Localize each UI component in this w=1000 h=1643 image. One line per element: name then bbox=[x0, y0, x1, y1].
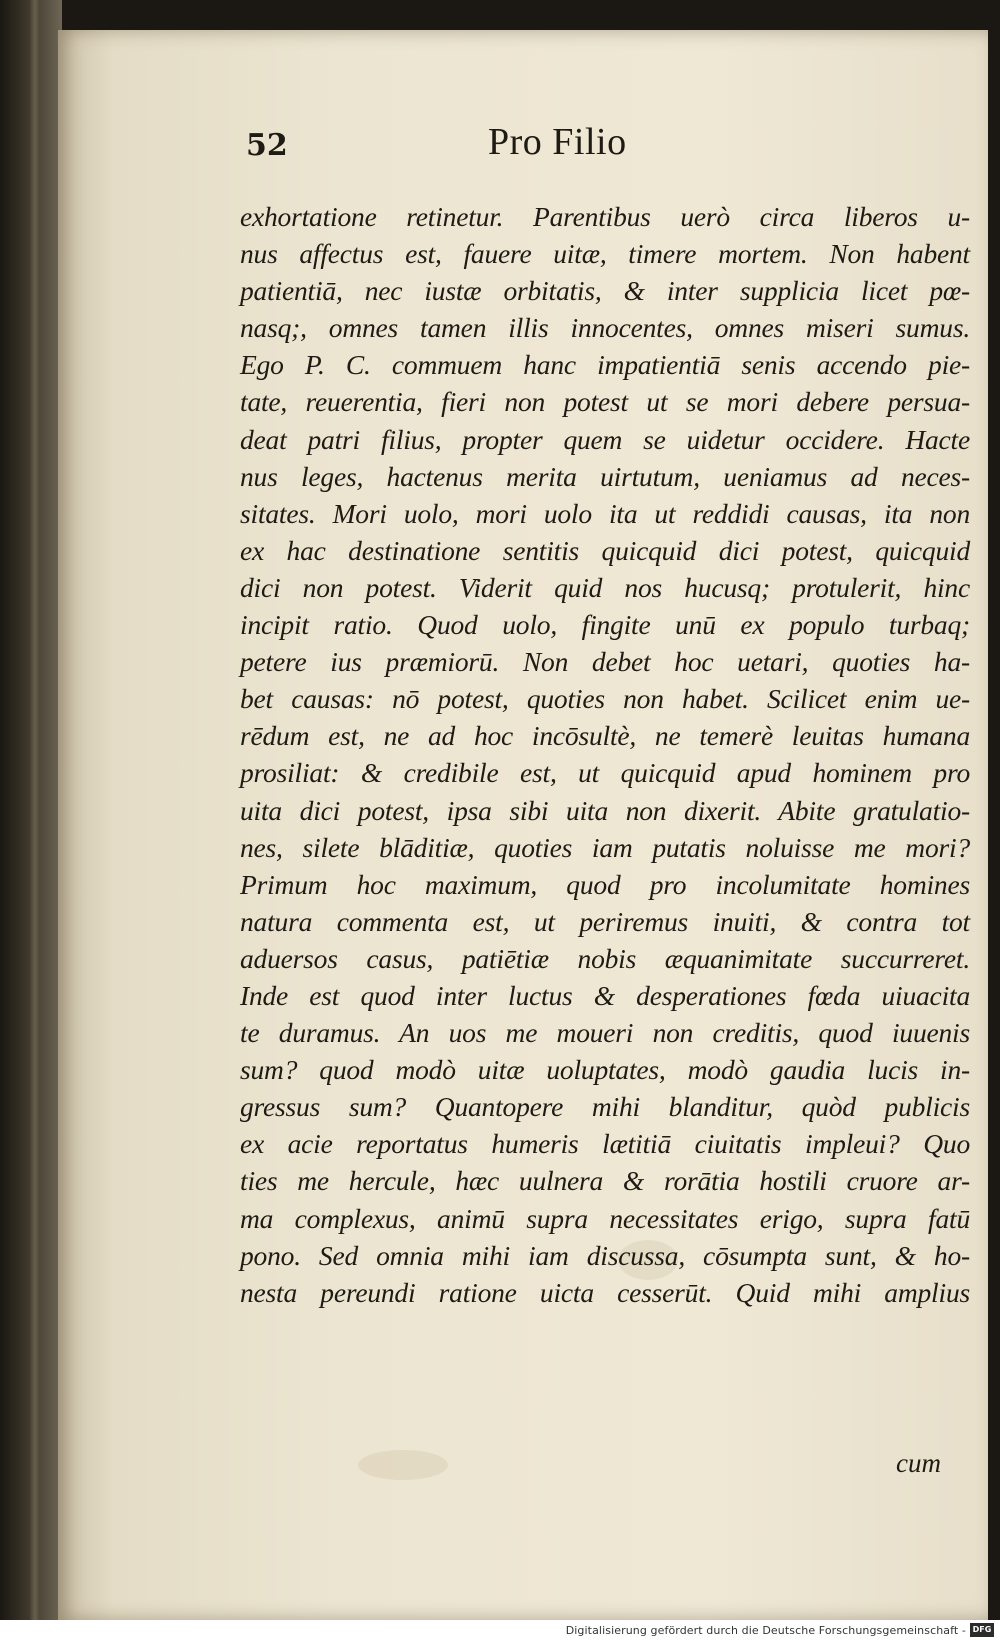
text-line: ex hac destinatione sentitis quicquid dici potest, quicquid bbox=[240, 534, 970, 566]
text-line: Ego P. C. commuem hanc impatientiā senis accendo pie- bbox=[240, 349, 970, 381]
text-line: nes, silete blāditiæ, quoties iam putatis noluisse me mori? bbox=[240, 831, 970, 863]
text-line: petere ius præmiorū. Non debet hoc uetari, quoties ha- bbox=[240, 646, 970, 678]
funding-credit: Digitalisierung gefördert durch die Deutsche Forschungsgemeinschaft - bbox=[565, 1624, 966, 1637]
text-line: incipit ratio. Quod uolo, fingite unū ex populo turbaq; bbox=[240, 609, 970, 641]
text-line: natura commenta est, ut periremus inuiti, & contra tot bbox=[240, 905, 970, 937]
text-line: aduersos casus, patiētiæ nobis æquanimitate succurreret. bbox=[240, 942, 970, 974]
running-title: Pro Filio bbox=[488, 121, 627, 163]
text-line: dici non potest. Viderit quid nos hucusq; protulerit, hinc bbox=[240, 571, 970, 603]
binding-edge bbox=[30, 0, 40, 1620]
text-line: ma complexus, animū supra necessitates erigo, supra fatū bbox=[240, 1202, 970, 1234]
page-header bbox=[58, 116, 988, 176]
text-line: bet causas: nō potest, quoties non habet. Scilicet enim ue- bbox=[240, 683, 970, 715]
text-line: rēdum est, ne ad hoc incōsultè, ne temerè leuitas humana bbox=[240, 720, 970, 752]
text-line: nasq;, omnes tamen illis innocentes, omnes miseri sumus. bbox=[240, 312, 970, 344]
text-line: deat patri filius, propter quem se uidetur occidere. Hacte bbox=[240, 423, 970, 455]
text-line: sum? quod modò uitæ uoluptates, modò gaudia lucis in- bbox=[240, 1054, 970, 1086]
body-text bbox=[240, 198, 970, 1311]
catchword: cum bbox=[896, 1448, 941, 1478]
book-page bbox=[58, 30, 988, 1620]
dfg-logo: DFG bbox=[970, 1623, 994, 1637]
text-line: sitates. Mori uolo, mori uolo ita ut reddidi causas, ita non bbox=[240, 497, 970, 529]
text-line: ex acie reportatus humeris lætitiā ciuitatis impleui? Quo bbox=[240, 1128, 970, 1160]
text-line: nesta pereundi ratione uicta cesserūt. Quid mihi amplius bbox=[240, 1276, 970, 1308]
text-line: uita dici potest, ipsa sibi uita non dixerit. Abite gratulatio- bbox=[240, 794, 970, 826]
text-line: exhortatione retinetur. Parentibus uerò circa liberos u- bbox=[240, 201, 970, 232]
text-line: Primum hoc maximum, quod pro incolumitate homines bbox=[240, 868, 970, 900]
paper-stain bbox=[358, 1450, 448, 1480]
text-line: nus affectus est, fauere uitæ, timere mortem. Non habent bbox=[240, 238, 970, 270]
book-binding bbox=[0, 0, 62, 1620]
text-line: tate, reuerentia, fieri non potest ut se mori debere persua- bbox=[240, 386, 970, 418]
text-line: patientiā, nec iustæ orbitatis, & inter supplicia licet pœ- bbox=[240, 275, 970, 307]
text-line: prosiliat: & credibile est, ut quicquid apud hominem pro bbox=[240, 757, 970, 789]
text-line: pono. Sed omnia mihi iam discussa, cōsumpta sunt, & ho- bbox=[240, 1239, 970, 1271]
scan-margin bbox=[988, 30, 1000, 1620]
text-line: nus leges, hactenus merita uirtutum, ueniamus ad neces- bbox=[240, 460, 970, 492]
text-line: gressus sum? Quantopere mihi blanditur, quòd publicis bbox=[240, 1091, 970, 1123]
text-line: Inde est quod inter luctus & desperationes fœda uiuacita bbox=[240, 979, 970, 1011]
footer-bar bbox=[0, 1620, 1000, 1643]
text-line: te duramus. An uos me moueri non creditis, quod iuuenis bbox=[240, 1017, 970, 1049]
page-number: 52 bbox=[246, 128, 288, 163]
text-line: ties me hercule, hæc uulnera & rorātia hostili cruore ar- bbox=[240, 1165, 970, 1197]
